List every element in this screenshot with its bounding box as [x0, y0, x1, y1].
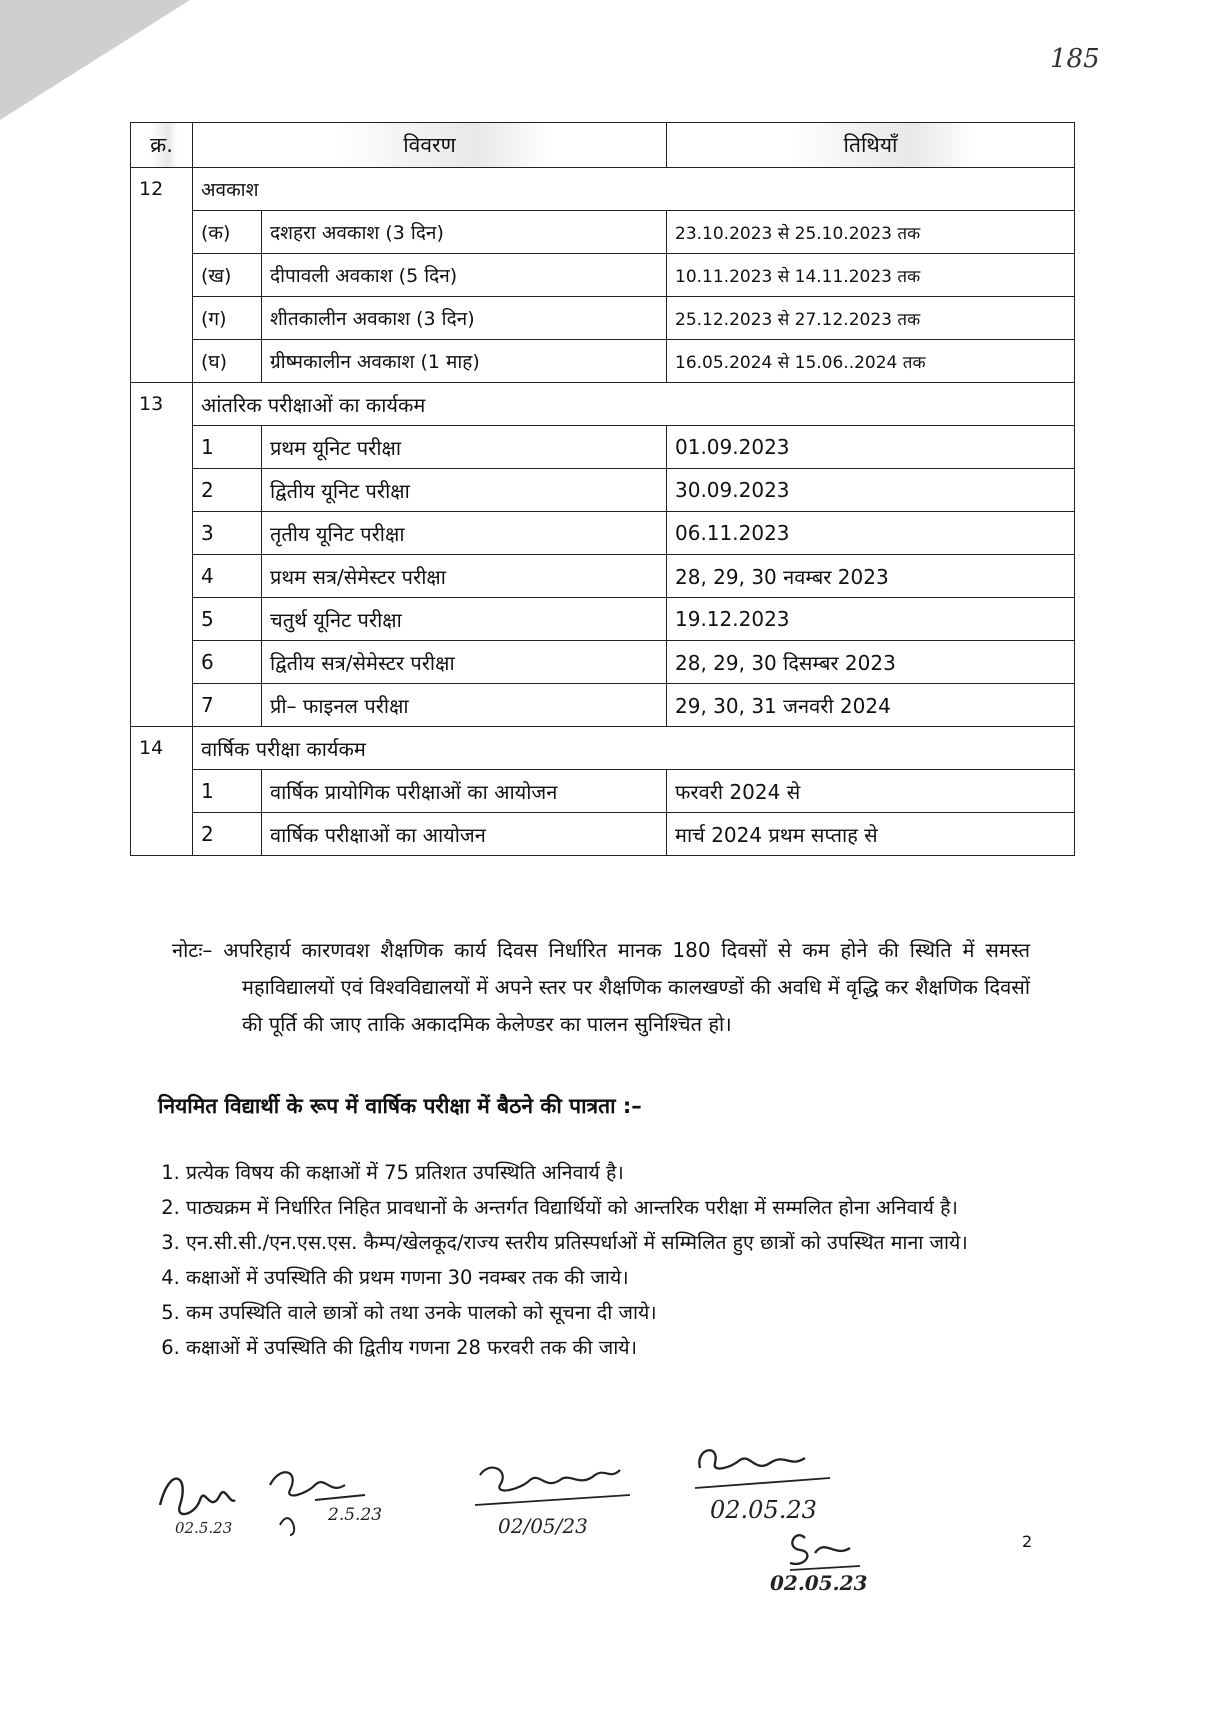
header-serial: क्र. [131, 123, 193, 168]
row-date: 23.10.2023 से 25.10.2023 तक [667, 211, 1075, 254]
row-sub-number: 1 [193, 426, 262, 469]
section-number: 14 [131, 727, 193, 856]
table-row [131, 813, 1075, 856]
signature-4-date: 02.05.23 [710, 1496, 817, 1524]
row-sub-number: (घ) [193, 340, 262, 383]
signature-1 [150, 1445, 410, 1540]
row-description: वार्षिक परीक्षाओं का आयोजन [262, 813, 667, 856]
row-description: दशहरा अवकाश (3 दिन) [262, 211, 667, 254]
signature-5-date: 02.05.23 [770, 1571, 868, 1595]
row-description: वार्षिक प्रायोगिक परीक्षाओं का आयोजन [262, 770, 667, 813]
table-row [131, 254, 1075, 297]
header-description: विवरण [193, 123, 667, 168]
row-description: प्रथम यूनिट परीक्षा [262, 426, 667, 469]
row-sub-number: (ख) [193, 254, 262, 297]
note-block [172, 932, 1030, 1043]
row-description: चतुर्थ यूनिट परीक्षा [262, 598, 667, 641]
table-row [131, 684, 1075, 727]
table-row [131, 770, 1075, 813]
row-date: 10.11.2023 से 14.11.2023 तक [667, 254, 1075, 297]
signature-3 [690, 1438, 910, 1598]
signature-2 [470, 1450, 640, 1545]
row-description: तृतीय यूनिट परीक्षा [262, 512, 667, 555]
row-date: 06.11.2023 [667, 512, 1075, 555]
section-row [131, 168, 1075, 211]
header-dates: तिथियाँ [667, 123, 1075, 168]
row-sub-number: 2 [193, 813, 262, 856]
row-date: 01.09.2023 [667, 426, 1075, 469]
row-description: द्वितीय यूनिट परीक्षा [262, 469, 667, 512]
row-description: प्रथम सत्र/सेमेस्टर परीक्षा [262, 555, 667, 598]
row-description: शीतकालीन अवकाश (3 दिन) [262, 297, 667, 340]
row-description: ग्रीष्मकालीन अवकाश (1 माह) [262, 340, 667, 383]
row-date: 29, 30, 31 जनवरी 2024 [667, 684, 1075, 727]
row-sub-number: 3 [193, 512, 262, 555]
table-header-row [131, 123, 1075, 168]
table-row [131, 555, 1075, 598]
table-row [131, 598, 1075, 641]
list-item: 4. कक्षाओं में उपस्थिति की प्रथम गणना 30 नवम्बर तक की जाये। [186, 1260, 1058, 1295]
row-date: फरवरी 2024 से [667, 770, 1075, 813]
list-item: 1. प्रत्येक विषय की कक्षाओं में 75 प्रतिशत उपस्थिति अनिवार्य है। [186, 1155, 1058, 1190]
row-sub-number: 7 [193, 684, 262, 727]
row-sub-number: 1 [193, 770, 262, 813]
section-number: 13 [131, 383, 193, 727]
row-sub-number: 6 [193, 641, 262, 684]
table-row [131, 297, 1075, 340]
row-date: 19.12.2023 [667, 598, 1075, 641]
row-description: प्री– फाइनल परीक्षा [262, 684, 667, 727]
section-row [131, 727, 1075, 770]
note-text: अपरिहार्य कारणवश शैक्षणिक कार्य दिवस निर्धारित मानक 180 दिवसों से कम होने की स्थिति में समस्त महाविद्यालयों एवं विश्वविद्यालयों में अपने स्तर पर शैक्षणिक कालखण्डों की अवधि में वृद्धि कर शैक्षणिक दिवसों की पूर्ति की जाए ताकि अकादमिक केलेण्डर का पालन सुनिश्चित हो। [223, 938, 1031, 1036]
row-sub-number: 4 [193, 555, 262, 598]
table-row [131, 211, 1075, 254]
section-title: आंतरिक परीक्षाओं का कार्यकम [193, 383, 1075, 426]
row-date: 28, 29, 30 नवम्बर 2023 [667, 555, 1075, 598]
row-sub-number: (ग) [193, 297, 262, 340]
section-title: वार्षिक परीक्षा कार्यकम [193, 727, 1075, 770]
table-row [131, 641, 1075, 684]
row-date: 30.09.2023 [667, 469, 1075, 512]
row-sub-number: (क) [193, 211, 262, 254]
table-body [131, 168, 1075, 856]
note-label: नोटः– [172, 938, 213, 962]
section-row [131, 383, 1075, 426]
table-row [131, 426, 1075, 469]
row-description: दीपावली अवकाश (5 दिन) [262, 254, 667, 297]
row-description: द्वितीय सत्र/सेमेस्टर परीक्षा [262, 641, 667, 684]
schedule-table [130, 122, 1075, 856]
row-sub-number: 5 [193, 598, 262, 641]
signature-1-date: 02.5.23 [175, 1519, 233, 1537]
table-row [131, 469, 1075, 512]
row-date: 28, 29, 30 दिसम्बर 2023 [667, 641, 1075, 684]
list-item: 5. कम उपस्थिति वाले छात्रों को तथा उनके पालको को सूचना दी जाये। [186, 1295, 1058, 1330]
scan-corner-fold [0, 0, 190, 120]
handwritten-page-mark: 185 [1050, 44, 1100, 74]
table-row [131, 512, 1075, 555]
row-date: मार्च 2024 प्रथम सप्ताह से [667, 813, 1075, 856]
signature-2-date: 2.5.23 [328, 1505, 383, 1525]
list-item: 3. एन.सी.सी./एन.एस.एस. कैम्प/खेलकूद/राज्य स्तरीय प्रतिस्पर्धाओं में सम्मिलित हुए छात्रों को उपस्थित माना जाये। [186, 1225, 1058, 1260]
eligibility-list [158, 1155, 1058, 1365]
section-title: अवकाश [193, 168, 1075, 211]
row-date: 16.05.2024 से 15.06..2024 तक [667, 340, 1075, 383]
section-number: 12 [131, 168, 193, 383]
row-date: 25.12.2023 से 27.12.2023 तक [667, 297, 1075, 340]
row-sub-number: 2 [193, 469, 262, 512]
eligibility-heading: नियमित विद्यार्थी के रूप में वार्षिक परीक्षा में बैठने की पात्रता :– [158, 1094, 642, 1118]
page-number: 2 [1022, 1532, 1033, 1551]
signature-3-date: 02/05/23 [498, 1514, 588, 1538]
table-row [131, 340, 1075, 383]
list-item: 2. पाठ्यक्रम में निर्धारित निहित प्रावधानों के अन्तर्गत विद्यार्थियों को आन्तरिक परीक्षा में सम्मलित होना अनिवार्य है। [186, 1190, 1058, 1225]
list-item: 6. कक्षाओं में उपस्थिति की द्वितीय गणना 28 फरवरी तक की जाये। [186, 1330, 1058, 1365]
